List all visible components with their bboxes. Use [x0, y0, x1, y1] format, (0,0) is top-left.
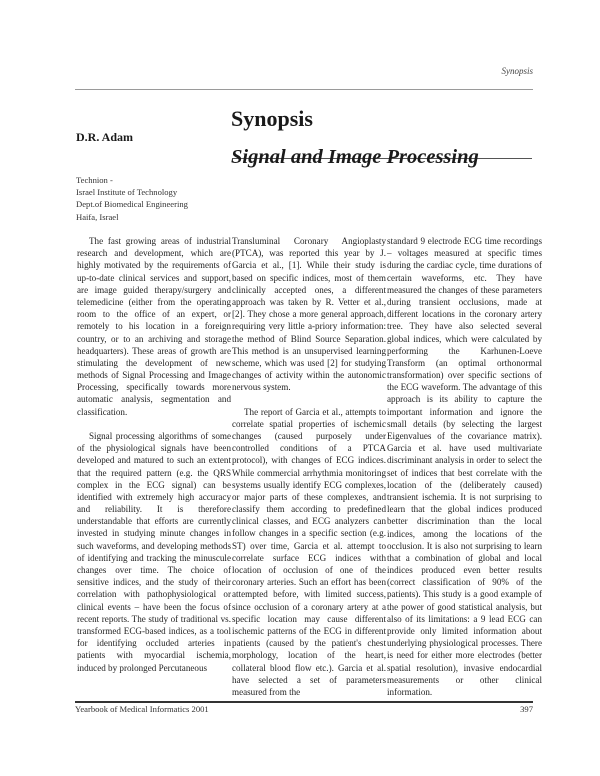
page-subtitle: Signal and Image Processing	[231, 146, 479, 168]
paragraph: Transluminal Coronary Angioplasty (PTCA), was reported this year by J. Garcia et al., [1]. While their study is based on specific indices, most of them clinically accepted ones, a different approach was taken by R. Vetter et al., [2]. They chose a more general approach, requiring very little a-priory information: the method of Blind Source Separation. This method is an unsupervised learning scheme, which was used [2] for studying changes of activity within the autonomic nervous system.	[232, 236, 386, 393]
page-number: 397	[520, 704, 533, 714]
paragraph: Signal processing algorithms of some of the physiological signals have been developed and matured to such an extent that the required pattern (e.g. the QRS complex in the ECG signal) can be identified with extremely high accuracy and reliability. It is therefore understandable that efforts are currently invested in studying minute changes in such waveforms, and developing methods of identifying and tracking the minuscule changes over time. The choice of sensitive indices, and the study of their correlation with pathophysiological or clinical events – have been the focus of recent reports. The study of traditional vs. transformed ECG-based indices, as a tool for identifying occluded arteries in patients with myocardial ischemia, induced by prolonged Percutaneous	[77, 430, 231, 673]
running-header: Synopsis	[501, 66, 533, 76]
text-column-3	[387, 235, 542, 698]
text-column-2	[232, 235, 386, 698]
paragraph: The fast growing areas of industrial research and development, which are highly motivated by the requirements of up-to-date clinical services and support, are image guided therapy/surgery and telemedicine (either from the operating room to the office of an expert, or remotely to his location in a foreign country, or to an archiving and storage headquarters). These areas of growth are stimulating the development of new methods of Signal Processing and Image Processing, specifically towards more automatic analysis, segmentation and classification.	[77, 236, 231, 417]
author-name: D.R. Adam	[76, 130, 134, 144]
footer-journal: Yearbook of Medical Informatics 2001	[75, 704, 209, 714]
paragraph: The report of Garcia et al., attempts to correlate spatial properties of ischemic changes (caused purposely under controlled conditions of a PTCA protocol), with changes of ECG indices. While commercial arrhythmia monitoring systems usually identify ECG complexes, or major parts of these complexes, and classify them according to predefined clinical classes, and ECG analyzers can follow changes in a specific section (e.g. ST) over time, Garcia et al. attempt to correlate surface ECG indices with location of occlusion of one of the coronary arteries. Such an effort has been attempted before, with limited success, since occlusion of a coronary artery at a specific location may cause different ischemic patterns of the ECG in different patients (caused by the patient's chest morphology, location of the heart, collateral blood flow etc.). Garcia et al. have selected a set of parameters measured from the	[232, 406, 386, 697]
affiliation-line: Israel Institute of Technology	[76, 187, 178, 198]
text-column-1	[77, 235, 231, 674]
page-title: Synopsis	[231, 106, 313, 131]
affiliation-line: Technion -	[76, 175, 113, 185]
footer-rule	[75, 701, 533, 703]
paragraph: standard 9 electrode ECG time recordings – voltages measured at specific times during the cardiac cycle, time durations of certain waveforms, etc. They have measured the changes of these parameters during transient occlusions, made at different locations in the coronary artery tree. They have also selected several global indices, which were calculated by performing the Karhunen-Loeve Transform (an optimal orthonormal transformation) over specific sections of the ECG waveform. The advantage of this approach is its ability to capture the important information and ignore the small details (by selecting the largest Eigenvalues of the covariance matrix). Garcia et al. have used multivariate discriminant analysis in order to select the set of indices that best correlate with the location of the (deliberately caused) transient ischemia. It is not surprising to learn that the global indices produced better discrimination than the local indices, among the locations of the occlusion. It is also not surprising to learn that a combination of global and local indices produced even better results (correct classification of 90% of the patients). This study is a good example of the power of good statistical analysis, but also of its limitations: a 9 lead ECG can provide only limited information about underlying physiological processes. There is need for either more electrodes (better spatial resolution), invasive endocardial measurements or other clinical information.	[387, 236, 542, 697]
header-rule	[75, 89, 533, 90]
affiliation-line: Haifa, Israel	[76, 211, 119, 222]
author-affiliation	[76, 174, 216, 223]
affiliation-line: Dept.of Biomedical Engineering	[76, 199, 188, 210]
